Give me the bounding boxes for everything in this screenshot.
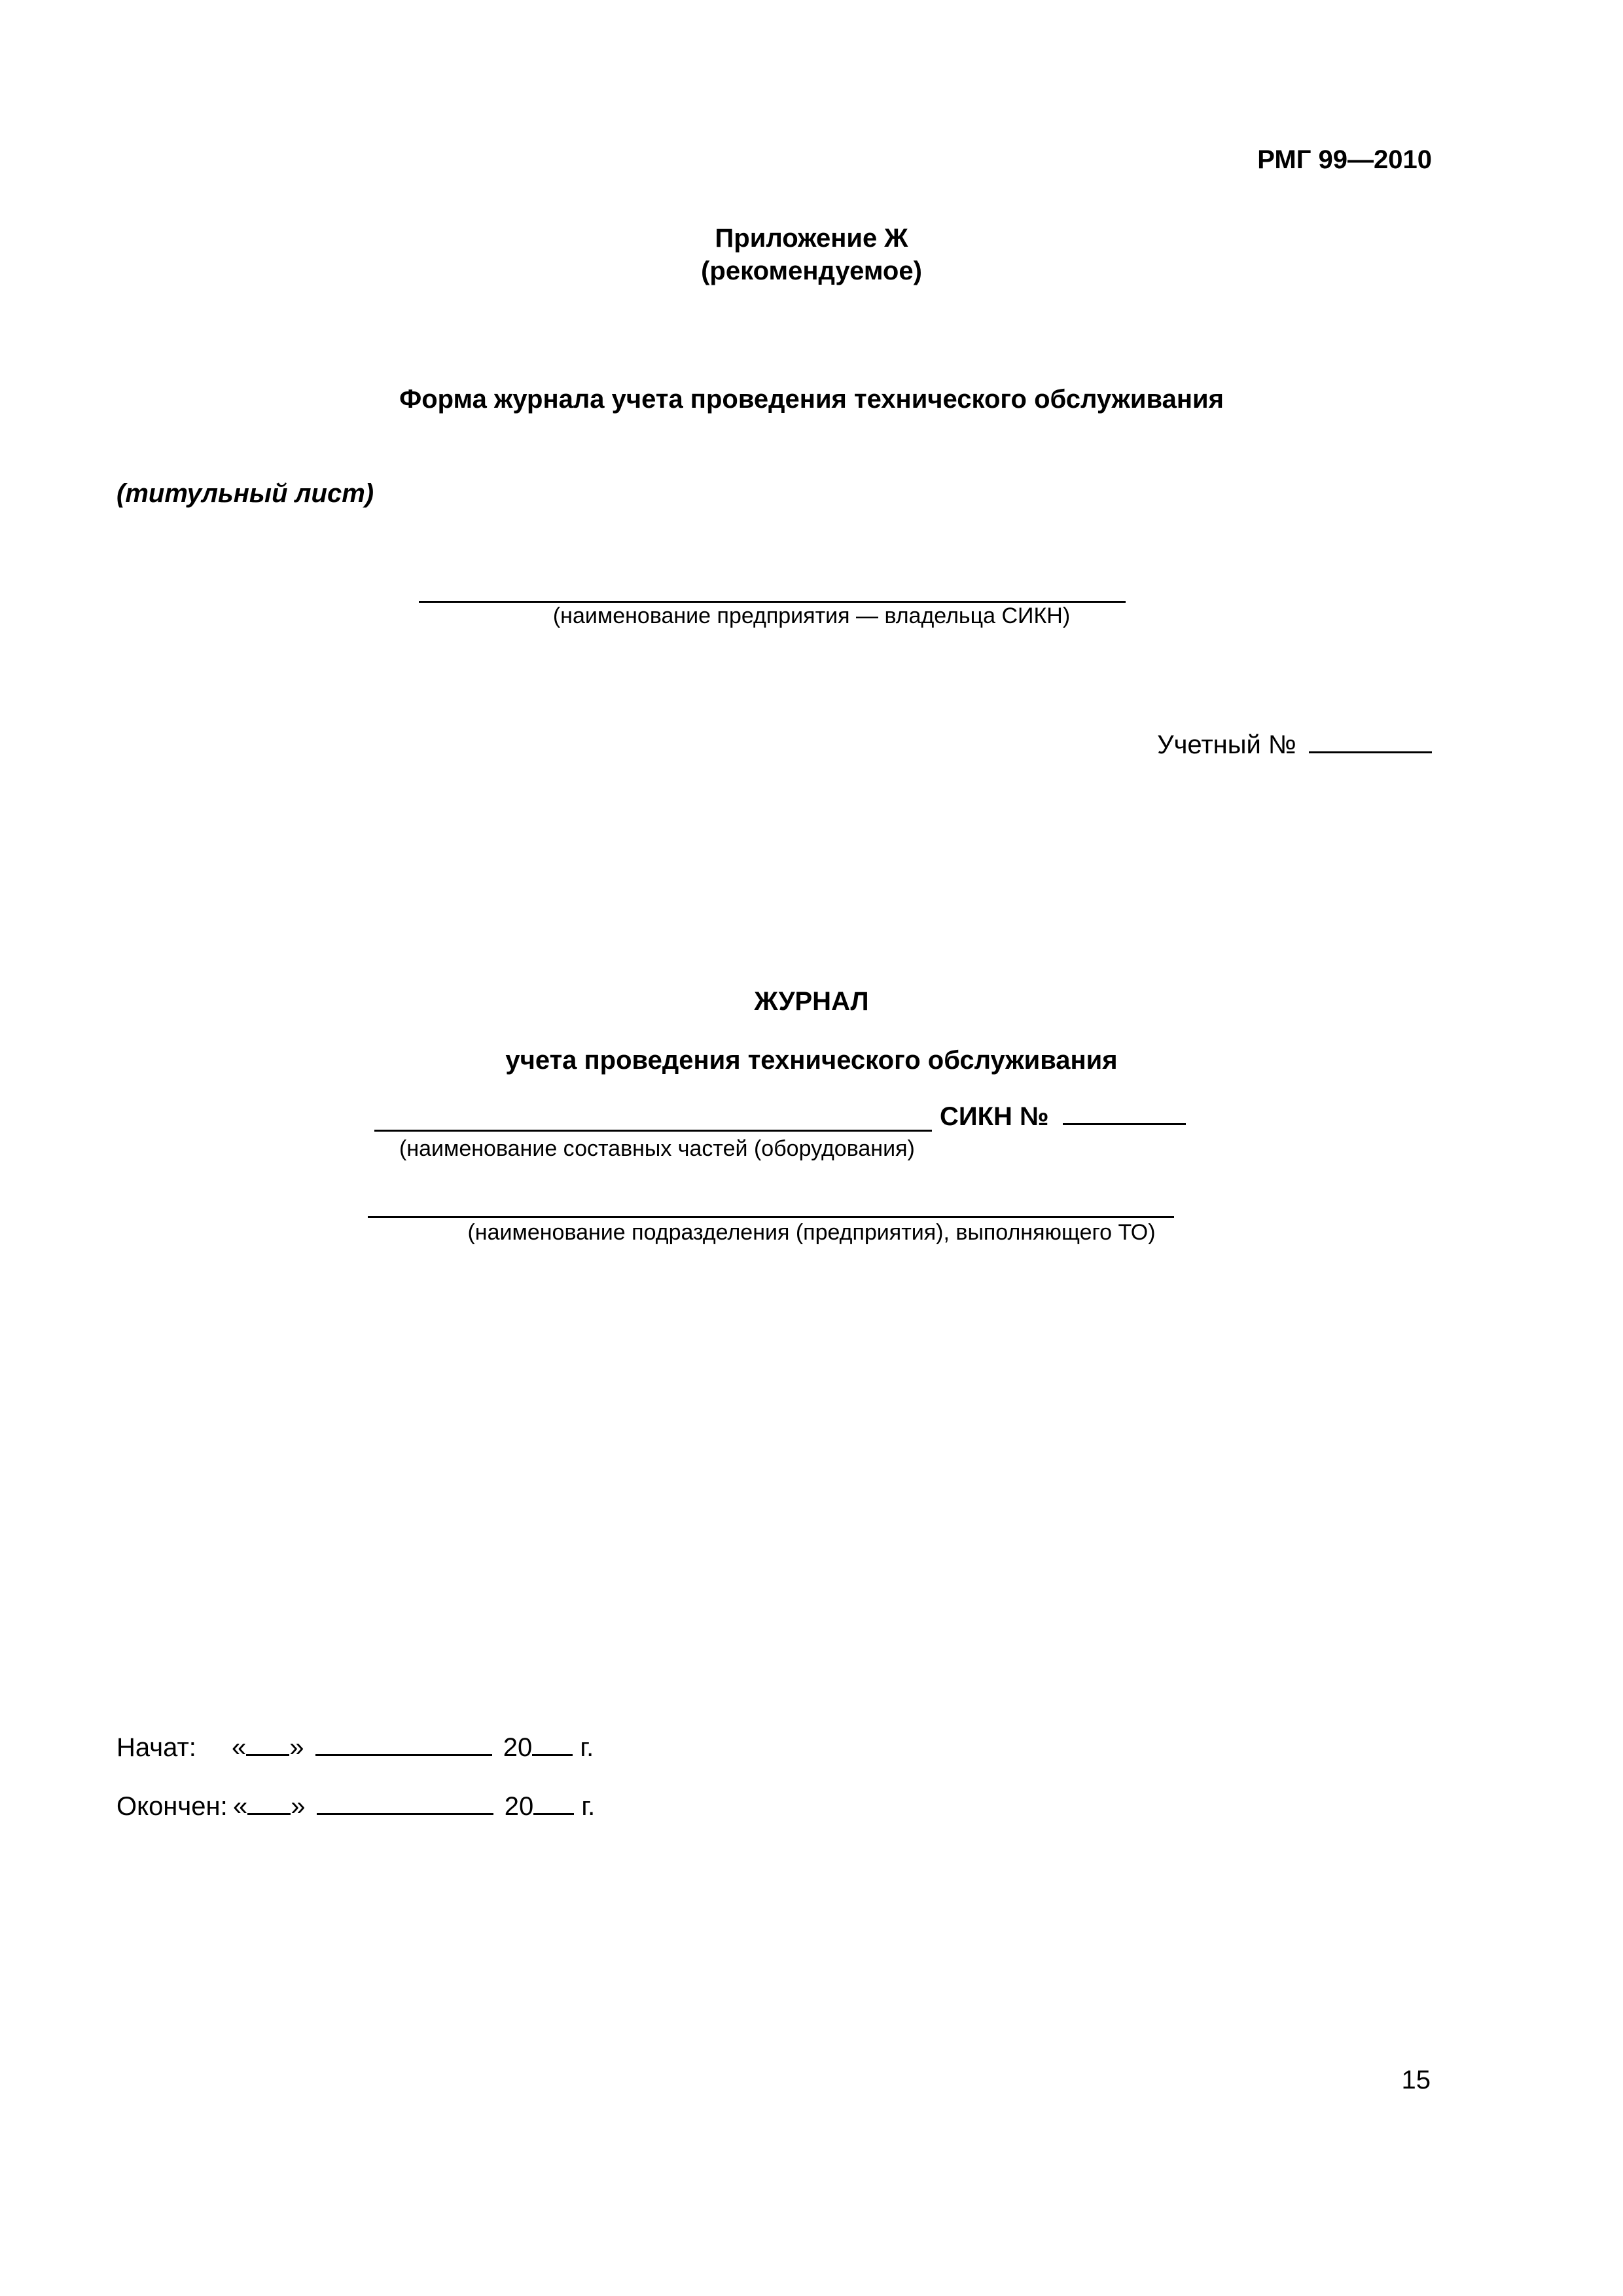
started-date-row	[116, 1733, 594, 1763]
quote-open: «	[232, 1733, 247, 1762]
form-title: Форма журнала учета проведения технического обслуживания	[399, 385, 1224, 414]
document-code: РМГ 99—2010	[1257, 145, 1432, 174]
account-label: Учетный №	[1157, 730, 1296, 759]
sikn-number-field	[940, 1102, 1186, 1132]
owner-name-line	[419, 601, 1126, 603]
started-year-prefix: 20	[503, 1733, 533, 1762]
account-number-blank	[1309, 751, 1432, 753]
page-number: 15	[1401, 2066, 1431, 2094]
equipment-name-line	[374, 1130, 932, 1132]
division-caption: (наименование подразделения (предприятия), выполняющего ТО)	[467, 1220, 1156, 1245]
started-label: Начат:	[116, 1733, 196, 1762]
sikn-label: СИКН №	[940, 1102, 1049, 1131]
journal-title: ЖУРНАЛ	[754, 987, 869, 1016]
sikn-number-blank	[1063, 1123, 1186, 1125]
journal-subtitle: учета проведения технического обслуживания	[505, 1046, 1118, 1075]
finished-day-blank	[247, 1813, 291, 1815]
started-month-blank	[315, 1754, 492, 1756]
account-number-field	[1157, 730, 1432, 760]
appendix-title: Приложение Ж	[715, 224, 908, 253]
finished-month-blank	[317, 1813, 493, 1815]
quote-open: «	[233, 1792, 248, 1821]
started-year-suffix: г.	[580, 1733, 594, 1762]
started-day-blank	[246, 1754, 289, 1756]
started-year-blank	[532, 1754, 573, 1756]
division-name-line	[368, 1216, 1174, 1218]
owner-caption: (наименование предприятия — владельца СИКН)	[552, 603, 1071, 628]
finished-date-row	[116, 1792, 595, 1821]
finished-label: Окончен:	[116, 1792, 228, 1821]
appendix-status: (рекомендуемое)	[701, 257, 922, 285]
parts-caption: (наименование составных частей (оборудования)	[399, 1136, 915, 1161]
sheet-label: (титульный лист)	[116, 479, 374, 508]
finished-year-prefix: 20	[504, 1792, 534, 1821]
quote-close: »	[289, 1733, 304, 1762]
finished-year-blank	[533, 1813, 574, 1815]
finished-year-suffix: г.	[581, 1792, 596, 1821]
quote-close: »	[291, 1792, 306, 1821]
